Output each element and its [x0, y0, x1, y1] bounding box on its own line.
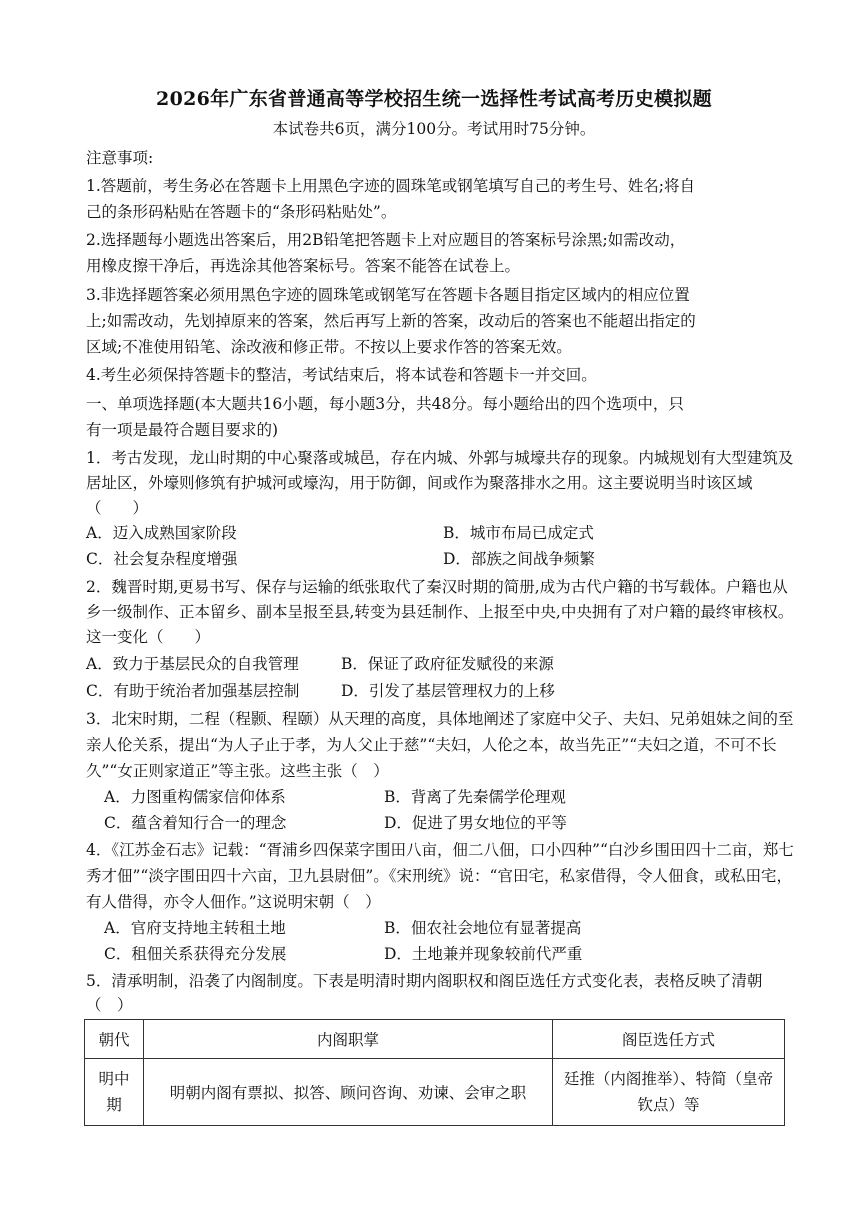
question-1-option-b: B．城市布局已成定式	[443, 524, 594, 542]
table-cell: 廷推（内阁推举）、特简（皇帝 钦点）等	[553, 1059, 785, 1126]
question-1-stem: 居址区，外壕则修筑有护城河或壕沟，用于防御，间或作为聚落排水之用。这主要说明当时该区域	[86, 474, 753, 492]
notice-line: 用橡皮擦干净后，再选涂其他答案标号。答案不能答在试卷上。	[86, 257, 521, 275]
table-row	[85, 1059, 785, 1126]
question-3-option-b: B．背离了先秦儒学伦理观	[384, 788, 566, 806]
question-4-option-d: D．土地兼并现象较前代严重	[384, 945, 583, 963]
question-2-option-c: C．有助于统治者加强基层控制	[86, 682, 300, 700]
question-1-stem: （ ）	[86, 499, 149, 517]
question-2-stem: 这一变化（ ）	[86, 628, 211, 646]
question-1-option-a: A．迈入成熟国家阶段	[86, 524, 237, 542]
section-heading: 有一项是最符合题目要求的)	[86, 421, 279, 439]
notice-line: 1.答题前，考生务必在答题卡上用黑色字迹的圆珠笔或钢笔填写自己的考生号、姓名;将自	[86, 177, 696, 195]
notice-line: 区域;不准使用铅笔、涂改液和修正带。不按以上要求作答的答案无效。	[86, 338, 572, 356]
table-cell: 明中 期	[85, 1059, 144, 1126]
question-5-stem: （ ）	[86, 996, 133, 1014]
question-1-option-d: D．部族之间战争频繁	[443, 550, 595, 568]
question-3-stem: 久”“女正则家道正”等主张。这些主张（ ）	[86, 762, 389, 780]
question-3-option-c: C．蕴含着知行合一的理念	[104, 814, 287, 832]
table-header-row	[85, 1020, 785, 1059]
exam-subtitle: 本试卷共6页，满分100分。考试用时75分钟。	[272, 120, 596, 138]
notice-heading: 注意事项:	[86, 149, 154, 167]
question-5-stem: 5．清承明制，沿袭了内阁制度。下表是明清时期内阁职权和阁臣选任方式变化表，表格反映了清朝	[86, 972, 763, 990]
question-3-stem: 亲人伦关系，提出“为人子止于孝，为人父止于慈”“夫妇，人伦之本，故当先正”“夫妇之道，不可不长	[86, 736, 777, 754]
question-2-option-b: B．保证了政府征发赋役的来源	[341, 655, 554, 673]
question-4-stem: 有人借得，亦令人佃作。”这说明宋朝（ ）	[86, 893, 381, 911]
notice-line: 4.考生必须保持答题卡的整洁，考试结束后，将本试卷和答题卡一并交回。	[86, 366, 597, 384]
question-4-option-b: B．佃农社会地位有显著提高	[384, 919, 582, 937]
question-1-stem: 1．考古发现，龙山时期的中心聚落或城邑，存在内城、外郭与城壕共存的现象。内城规划有大型建筑及	[86, 449, 794, 467]
table-header-cell: 阁臣选任方式	[553, 1020, 785, 1059]
question-3-stem: 3．北宋时期，二程（程颢、程颐）从天理的高度，具体地阐述了家庭中父子、夫妇、兄弟姐妹之间的至	[86, 710, 794, 728]
question-4-option-c: C．租佃关系获得充分发展	[104, 945, 287, 963]
notice-line: 2.选择题每小题选出答案后，用2B铅笔把答题卡上对应题目的答案标号涂黑;如需改动，	[86, 231, 686, 249]
question-2-stem: 2．魏晋时期,更易书写、保存与运输的纸张取代了秦汉时期的简册,成为古代户籍的书写载体。户籍也从	[86, 578, 788, 596]
notice-line: 上;如需改动，先划掉原来的答案，然后再写上新的答案，改动后的答案也不能超出指定的	[86, 312, 696, 330]
section-heading: 一、单项选择题(本大题共16小题，每小题3分，共48分。每小题给出的四个选项中，只	[86, 395, 684, 413]
question-2-option-a: A．致力于基层民众的自我管理	[86, 655, 299, 673]
question-4-option-a: A．官府支持地主转租土地	[104, 919, 286, 937]
question-2-stem: 乡一级制作、正本留乡、副本呈报至县,转变为县廷制作、上报至中央,中央拥有了对户籍的最终审核权。	[86, 603, 794, 621]
question-1-option-c: C．社会复杂程度增强	[86, 550, 238, 568]
question-4-stem: 4．《江苏金石志》记载：“胥浦乡四保菜字围田八亩，佃二八佃，口小四种”“白沙乡围田四十二亩，郑七	[86, 841, 794, 859]
question-3-option-d: D．促进了男女地位的平等	[384, 814, 567, 832]
notice-line: 3.非选择题答案必须用黑色字迹的圆珠笔或钢笔写在答题卡各题目指定区域内的相应位置	[86, 286, 690, 304]
question-2-option-d: D．引发了基层管理权力的上移	[341, 682, 555, 700]
question-4-stem: 秀才佃”“淡字围田四十六亩，卫九县尉佃”。《宋刑统》说：“官田宅，私家借得，令人佃食，或私田宅，	[86, 867, 792, 885]
notice-line: 己的条形码粘贴在答题卡的“条形码粘贴处”。	[86, 203, 397, 221]
question-3-option-a: A．力图重构儒家信仰体系	[104, 788, 286, 806]
cabinet-table	[84, 1019, 785, 1126]
table-header-cell: 朝代	[85, 1020, 144, 1059]
table-cell: 明朝内阁有票拟、拟答、顾问咨询、劝谏、会审之职	[144, 1059, 553, 1126]
table-header-cell: 内阁职掌	[144, 1020, 553, 1059]
exam-title: 2026年广东省普通高等学校招生统一选择性考试高考历史模拟题	[156, 88, 712, 110]
